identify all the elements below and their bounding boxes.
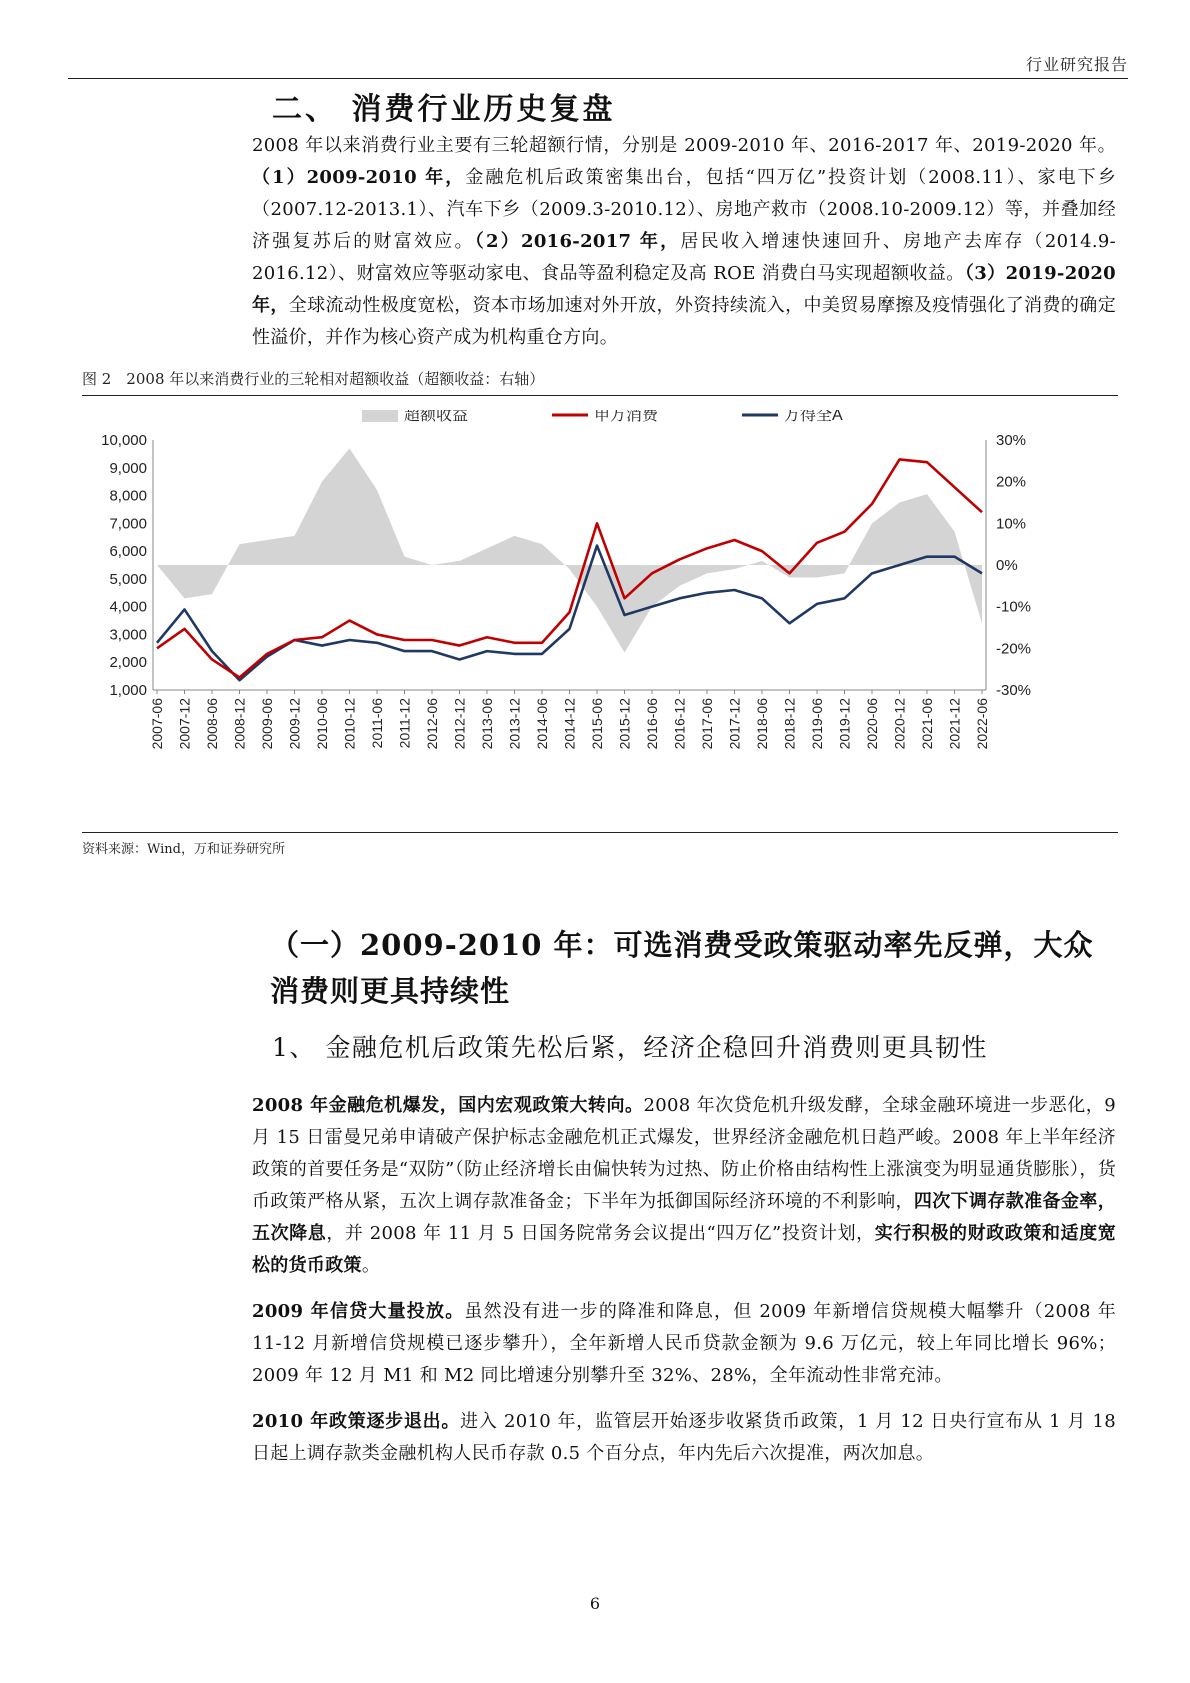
x-tick-label: 2007-06	[149, 698, 165, 750]
left-tick-label: 7,000	[109, 515, 147, 533]
left-tick-label: 10,000	[101, 432, 147, 449]
x-tick-label: 2018-12	[781, 698, 798, 750]
x-tick-label: 2017-12	[726, 698, 743, 750]
x-tick-label: 2016-06	[644, 698, 660, 750]
x-tick-label: 2016-12	[671, 698, 688, 750]
left-tick-label: 8,000	[109, 487, 147, 505]
paragraph-2010-exit: 2010 年政策逐步退出。进入 2010 年，监管层开始逐步收紧货币政策，1 月 12 日央行宣布从 1 月 18 日起上调存款类金融机构人民币存款 0.5 个百分点，年内先后六次提准，两次加息。	[252, 1411, 1117, 1464]
sub-heading: 1、 金融危机后政策先松后紧，经济企稳回升消费则更具韧性	[272, 1033, 988, 1062]
subsection-title: （一）2009-2010 年：可选消费受政策驱动率先反弹，大众消费则更具持续性	[270, 928, 1094, 1008]
intro-paragraph: 2008 年以来消费行业主要有三轮超额行情，分别是 2009-2010 年、2016-2017 年、2019-2020 年。（1）2009-2010 年，金融危机后政策密集出台，包括“四万亿”投资计划（2008.11）、家电下乡（2007.12-2013.1）、汽车下乡（2009.3-2010.12）、房地产救市（2008.10-2009.12）等，并叠加经济强复苏后的财富效应。（2）2016-2017 年，居民收入增速快速回升、房地产去库存（2014.9-2016.12）、财富效应等驱动家电、食品等盈利稳定及高 ROE 消费白马实现超额收益。（3）2019-2020 年，全球流动性极度宽松，资本市场加速对外开放，外资持续流入，中美贸易摩擦及疫情强化了消费的确定性溢价，并作为核心资产成为机构重仓方向。	[252, 135, 1116, 348]
x-tick-label: 2010-06	[314, 698, 330, 750]
chart-svg	[82, 410, 1118, 828]
x-tick-label: 2008-12	[231, 698, 248, 750]
x-tick-label: 2015-06	[589, 698, 605, 750]
left-tick-label: 6,000	[109, 543, 147, 561]
right-tick-label: -20%	[996, 640, 1032, 658]
x-tick-label: 2014-12	[561, 698, 578, 750]
x-tick-label: 2021-06	[919, 698, 935, 750]
left-tick-label: 1,000	[109, 682, 147, 699]
left-tick-label: 9,000	[109, 459, 147, 477]
right-tick-label: -30%	[996, 682, 1032, 699]
right-tick-label: -10%	[996, 598, 1032, 616]
paragraph-2008-crisis: 2008 年金融危机爆发，国内宏观政策大转向。2008 年次贷危机升级发酵，全球金融环境进一步恶化，9 月 15 日雷曼兄弟申请破产保护标志金融危机正式爆发，世界经济金融危机日趋严峻。2008 年上半年经济政策的首要任务是“双防”（防止经济增长由偏快转为过热、防止价格由结构性上涨演变为明显通货膨胀），货币政策严格从紧，五次上调存款准备金；下半年为抵御国际经济环境的不利影响，四次下调存款准备金率，五次降息，并 2008 年 11 月 5 日国务院常务会议提出“四万亿”投资计划，实行积极的财政政策和适度宽松的货币政策。	[252, 1095, 1116, 1276]
left-tick-label: 3,000	[109, 626, 147, 644]
header-divider	[68, 78, 1128, 79]
legend-excess-return-label: 超额收益	[404, 410, 469, 424]
x-tick-label: 2020-06	[864, 698, 880, 750]
x-tick-label: 2012-06	[424, 698, 440, 750]
right-tick-label: 20%	[996, 473, 1027, 491]
consumer-excess-return-chart	[82, 410, 1118, 828]
x-tick-label: 2019-12	[836, 698, 853, 750]
x-tick-label: 2019-06	[809, 698, 825, 750]
x-tick-label: 2013-12	[506, 698, 523, 750]
x-tick-label: 2020-12	[891, 698, 908, 750]
left-tick-label: 2,000	[109, 654, 147, 672]
figure-bottom-rule	[82, 832, 1118, 833]
excess-return-area	[157, 448, 982, 652]
right-tick-label: 30%	[996, 432, 1027, 449]
section-title: 二、 消费行业历史复盘	[272, 92, 616, 127]
x-tick-label: 2008-06	[204, 698, 220, 750]
right-tick-label: 0%	[996, 557, 1018, 574]
legend-sw-consumer-label: 申万消费	[594, 410, 659, 424]
x-tick-label: 2013-06	[479, 698, 495, 750]
x-tick-label: 2022-06	[974, 698, 990, 750]
x-tick-label: 2021-12	[946, 698, 963, 750]
x-tick-label: 2015-12	[616, 698, 633, 750]
x-tick-label: 2012-12	[451, 698, 468, 750]
x-tick-label: 2017-06	[699, 698, 715, 750]
legend-excess-return-swatch	[362, 410, 398, 422]
x-tick-label: 2014-06	[534, 698, 550, 750]
figure-top-rule	[82, 395, 1118, 396]
page-number: 6	[589, 1594, 601, 1613]
figure-caption: 图 2 2008 年以来消费行业的三轮相对超额收益（超额收益：右轴）	[82, 370, 545, 388]
left-tick-label: 4,000	[109, 598, 147, 616]
legend-wind-all-a-label: 万得全A	[784, 410, 843, 424]
x-tick-label: 2009-06	[259, 698, 275, 750]
x-tick-label: 2011-12	[396, 698, 413, 749]
right-tick-label: 10%	[996, 515, 1027, 533]
x-tick-label: 2007-12	[176, 698, 193, 750]
x-tick-label: 2011-06	[369, 698, 385, 749]
report-type-label: 行业研究报告	[1025, 55, 1128, 74]
paragraph-2009-credit: 2009 年信贷大量投放。虽然没有进一步的降准和降息，但 2009 年新增信贷规模大幅攀升（2008 年 11-12 月新增信贷规模已逐步攀升），全年新增人民币贷款金额为 9.6 万亿元，较上年同比增长 96%；2009 年 12 月 M1 和 M2 同比增速分别攀升至 32%、28%，全年流动性非常充沛。	[252, 1301, 1117, 1386]
x-tick-label: 2018-06	[754, 698, 770, 750]
left-tick-label: 5,000	[109, 570, 147, 588]
x-tick-label: 2010-12	[341, 698, 358, 750]
x-tick-label: 2009-12	[286, 698, 303, 750]
figure-source: 资料来源：Wind，万和证券研究所	[82, 842, 285, 857]
